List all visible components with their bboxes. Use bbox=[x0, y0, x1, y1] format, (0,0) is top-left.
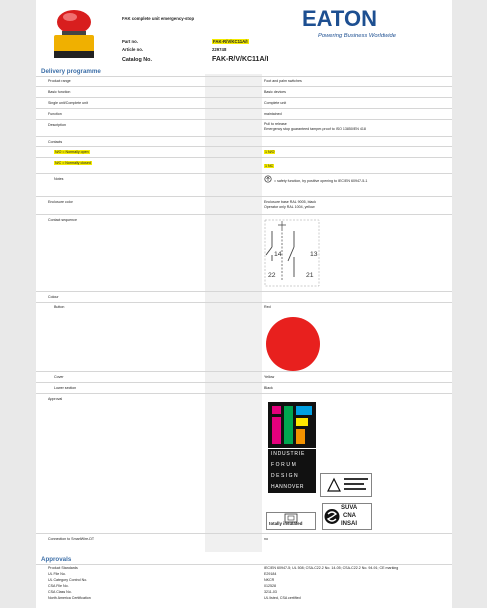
terminal-label: 13 bbox=[310, 251, 318, 258]
suva-line: INSAI bbox=[341, 521, 358, 527]
row-value: Basic devices bbox=[264, 90, 286, 94]
approval-row-value: IEC/EN 60947-5; UL 508; CSA-C22.2 No. 14-05; CSA-C22.2 No. 94-91; CE marking bbox=[264, 566, 399, 570]
row-value: no bbox=[264, 537, 268, 541]
approval-row-value: NKCR bbox=[264, 578, 275, 582]
lower-value: Black bbox=[264, 386, 273, 390]
row-value: Pull to release bbox=[264, 122, 287, 126]
award-line: INDUSTRIE bbox=[271, 451, 306, 457]
approval-row-label: North America Certification bbox=[48, 596, 91, 600]
totally-insulated-label: totally insulated bbox=[269, 521, 303, 526]
positive-opening-icon bbox=[264, 175, 272, 183]
button-value: Red bbox=[264, 305, 271, 309]
no-value: 1 N/O bbox=[265, 150, 275, 154]
if-award-logo bbox=[268, 402, 316, 448]
contacts-label: Contacts bbox=[48, 140, 63, 144]
approval-label: Approval bbox=[48, 397, 63, 401]
row-label: Product range bbox=[48, 79, 71, 83]
award-line: DESIGN bbox=[271, 473, 300, 479]
row-value-line2: Emergency stop guaranteed tamper-proof to ISO 13850/EN 418 bbox=[264, 127, 366, 131]
award-line: HANNOVER bbox=[271, 484, 305, 490]
terminal-label: 21 bbox=[306, 272, 314, 279]
approval-row-label: UL Category Control No. bbox=[48, 578, 88, 582]
approval-row-label: CSA Class No. bbox=[48, 590, 72, 594]
approval-row-label: CSA File No. bbox=[48, 584, 69, 588]
enclosure-value-line2: Operator only RAL 1004, yellow bbox=[264, 205, 315, 209]
nc-label: N/C = Normally closed bbox=[55, 161, 91, 165]
row-label: Connection to SmartWire-DT bbox=[48, 537, 95, 541]
part-no-label: Part no. bbox=[122, 39, 138, 44]
row-value: maintained bbox=[264, 112, 282, 116]
suva-line: CNA bbox=[343, 513, 356, 519]
colour-label: Colour bbox=[48, 295, 59, 299]
catalog-no-label: Catalog No. bbox=[122, 57, 152, 63]
terminal-label: 22 bbox=[268, 272, 276, 279]
section-title-approvals: Approvals bbox=[41, 556, 72, 563]
row-label: Description bbox=[48, 123, 66, 127]
row-label: Function bbox=[48, 112, 62, 116]
row-value: Foot and palm switches bbox=[264, 79, 302, 83]
article-no-label: Article no. bbox=[122, 47, 144, 52]
cover-value: Yellow bbox=[264, 375, 275, 379]
terminal-label: 14 bbox=[274, 251, 282, 258]
row-label: Basic function bbox=[48, 90, 71, 94]
red-button-swatch bbox=[264, 315, 322, 373]
notes-label: Notes bbox=[54, 177, 64, 181]
approval-row-value: 012528 bbox=[264, 584, 276, 588]
section-title-delivery: Delivery programme bbox=[41, 68, 101, 75]
row-label: Contact sequence bbox=[48, 218, 77, 222]
button-label: Button bbox=[54, 305, 65, 309]
no-label: N/O = Normally open bbox=[55, 150, 89, 154]
part-no-value: FAK-R/V/KC11A/I bbox=[213, 39, 248, 44]
approval-row-value: UL listed, CSA certified bbox=[264, 596, 301, 600]
product-image bbox=[48, 7, 100, 59]
catalog-no-value: FAK-R/V/KC11A/I bbox=[212, 56, 269, 63]
eaton-logo: EATON bbox=[302, 6, 377, 31]
certification-mark bbox=[320, 473, 372, 497]
lower-label: Lower section bbox=[54, 386, 77, 390]
suva-line: SUVA bbox=[341, 505, 358, 511]
row-label: Single unit/Complete unit bbox=[48, 101, 88, 105]
award-line: FORUM bbox=[271, 462, 298, 468]
row-label: Enclosure color bbox=[48, 200, 73, 204]
article-no-value: 229748 bbox=[212, 47, 227, 52]
enclosure-value: Enclosure base RAL 9005, black bbox=[264, 200, 317, 204]
datasheet-page bbox=[36, 0, 452, 608]
product-title: FAK complete unit emergency-stop bbox=[122, 16, 195, 21]
cover-label: Cover bbox=[54, 375, 64, 379]
approval-row-value: 3211-03 bbox=[264, 590, 277, 594]
row-value: Complete unit bbox=[264, 101, 287, 105]
notes-value: = safety function, by positive opening to IEC/EN 60947-5-1 bbox=[274, 179, 368, 183]
approval-row-value: E29184 bbox=[264, 572, 277, 576]
nc-value: 1 NC bbox=[265, 164, 274, 168]
brand-tagline: Powering Business Worldwide bbox=[318, 33, 396, 39]
approval-row-label: UL File No. bbox=[48, 572, 66, 576]
approval-row-label: Product Standards bbox=[48, 566, 78, 570]
